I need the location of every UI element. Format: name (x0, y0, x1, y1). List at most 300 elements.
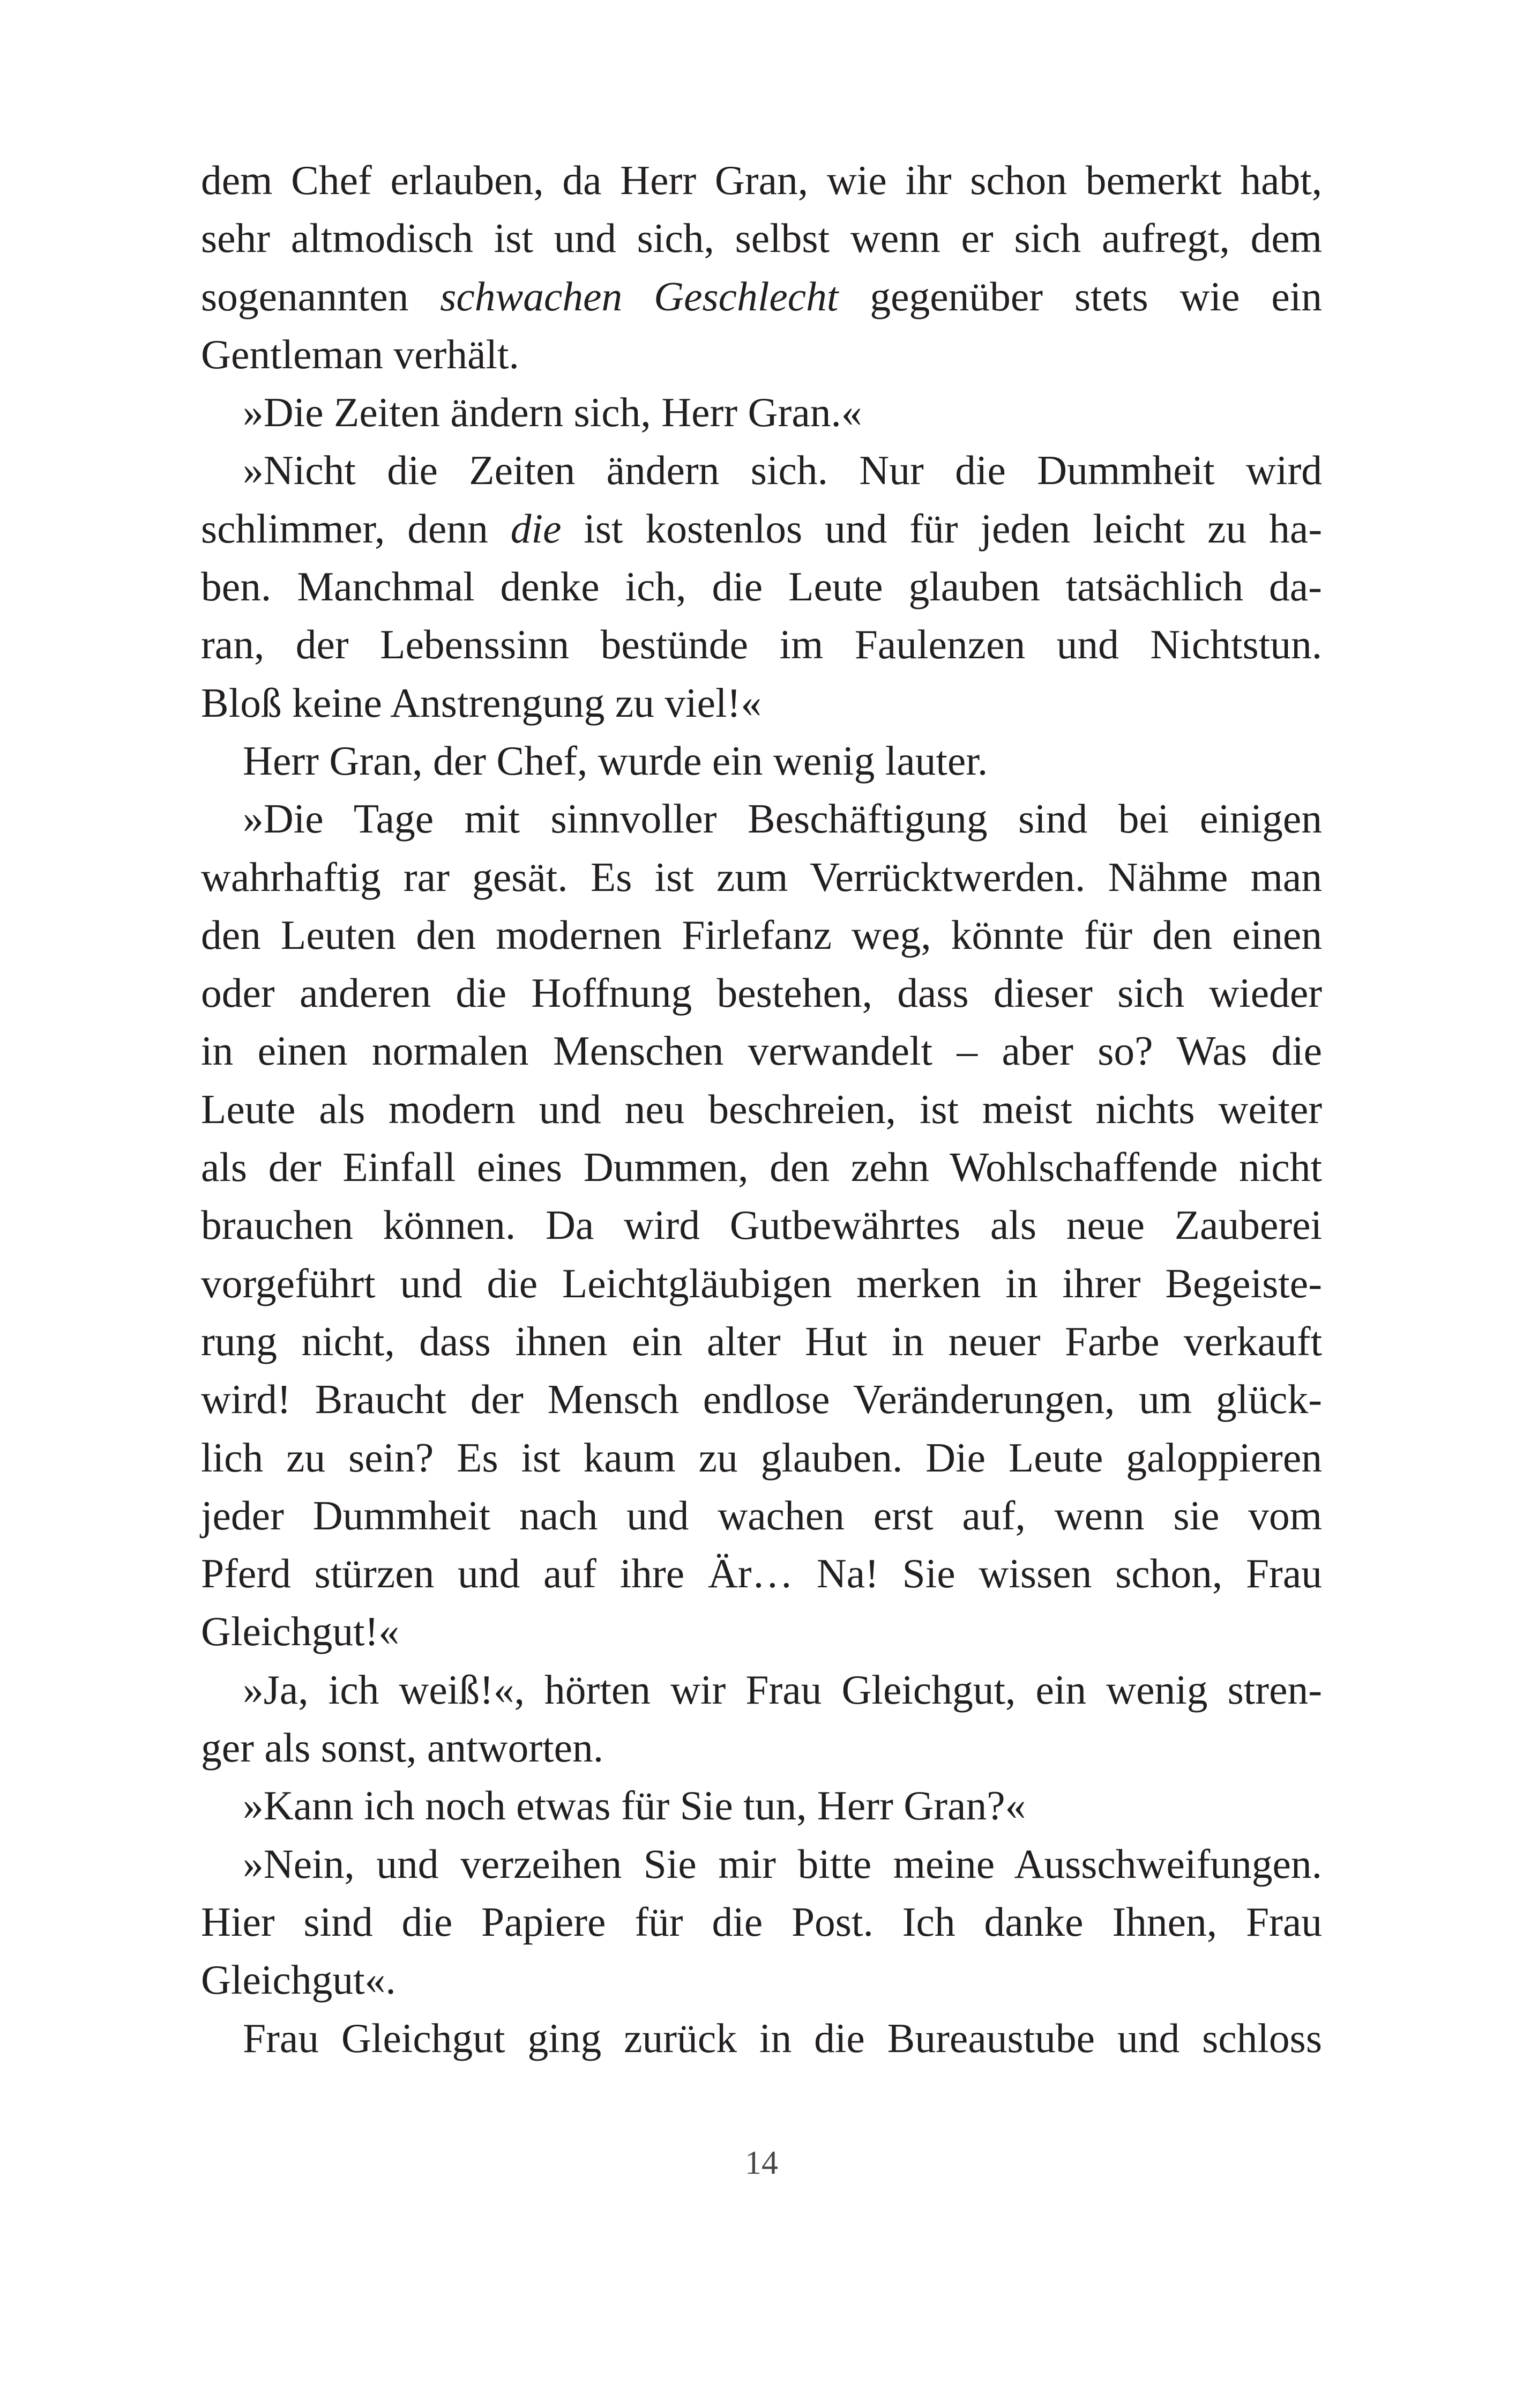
text-line (201, 267, 1322, 325)
word: Ich (902, 1898, 955, 1945)
word: danke (984, 1898, 1084, 1945)
word: ein (1271, 273, 1323, 319)
word: glauben (908, 563, 1040, 610)
word: neue (1066, 1202, 1145, 1248)
word: wissen (979, 1550, 1092, 1597)
word: lich (201, 1434, 264, 1481)
word: Gentleman (201, 331, 384, 377)
word: stürzen (314, 1550, 435, 1597)
word: neu (624, 1086, 685, 1132)
word: Es (457, 1434, 498, 1481)
text-line (201, 1370, 1322, 1428)
word: sehr (201, 215, 271, 262)
word: »Nicht (243, 447, 356, 494)
word: dem (1250, 215, 1323, 262)
word: und (458, 1550, 520, 1597)
word: nichts (1095, 1086, 1195, 1132)
text-line (201, 1893, 1322, 1951)
word: wird (1246, 447, 1323, 494)
word: zehn (850, 1144, 929, 1191)
text-line (201, 1022, 1322, 1080)
word: Tage (353, 796, 434, 842)
word: Är… (707, 1550, 794, 1597)
emphasized-word: schwachen (440, 273, 623, 319)
word: glauben. (760, 1434, 903, 1481)
word: beschreien, (708, 1086, 897, 1132)
word: Bloß (201, 679, 282, 726)
word: erlauben, (390, 157, 544, 203)
word: meine (893, 1840, 995, 1887)
word: ein (631, 1318, 683, 1364)
word: der (295, 621, 349, 668)
word: Leuten (281, 911, 397, 958)
word: normalen (371, 1028, 529, 1074)
word: nach (519, 1492, 598, 1539)
word: dieser (993, 970, 1093, 1016)
word: ha- (1269, 505, 1323, 552)
word: einen (1232, 911, 1323, 958)
word: ihrer (1062, 1260, 1141, 1306)
word: wenig (1106, 1666, 1208, 1713)
text-line (201, 1312, 1322, 1370)
word: sich, (637, 215, 714, 262)
word: Herr (661, 389, 738, 436)
word: ist (584, 505, 623, 552)
word: galoppieren (1126, 1434, 1323, 1481)
word: sich. (750, 447, 828, 494)
word: mir (718, 1840, 776, 1887)
word: weg, (852, 911, 931, 958)
word: selbst (735, 215, 830, 262)
word: zu (1207, 505, 1247, 552)
word: modernen (496, 911, 662, 958)
word: und (825, 505, 887, 552)
word: bestehen, (716, 970, 872, 1016)
word: habt, (1240, 157, 1323, 203)
word: Zauberei (1174, 1202, 1323, 1248)
word: auf, (962, 1492, 1026, 1539)
word: verwandelt (748, 1028, 933, 1074)
text-line (201, 1719, 1322, 1777)
word: glück- (1216, 1376, 1323, 1423)
word: Gran?« (904, 1782, 1026, 1829)
word: Manchmal (297, 563, 475, 610)
word: Frau (745, 1666, 822, 1713)
word: Da (545, 1202, 594, 1248)
word: keine (292, 679, 382, 726)
word: Lebenssinn (380, 621, 570, 668)
word: als (201, 1144, 248, 1191)
word: nicht, (301, 1318, 395, 1364)
text-line (201, 558, 1322, 615)
word: denn (407, 505, 488, 552)
word: für (621, 1782, 670, 1829)
word: Ihnen, (1112, 1898, 1218, 1945)
word: ben. (201, 563, 272, 610)
text-line (201, 1080, 1322, 1138)
text-line (201, 1138, 1322, 1196)
word: Post. (791, 1898, 874, 1945)
word: könnte (951, 911, 1064, 958)
word: Gran.« (748, 389, 862, 436)
word: kostenlos (645, 505, 803, 552)
word: wurde (598, 737, 702, 784)
word: ihr (905, 157, 952, 203)
word: zu (286, 1434, 326, 1481)
text-line (201, 732, 1322, 790)
text-line (201, 441, 1322, 499)
word: sie (1173, 1492, 1220, 1539)
word: auf (543, 1550, 596, 1597)
page-number: 14 (745, 2145, 778, 2181)
word: ich (328, 1666, 379, 1713)
word: ist (919, 1086, 959, 1132)
word: wie (826, 157, 887, 203)
text-line (201, 500, 1322, 558)
word: als (990, 1202, 1037, 1248)
word: Gutbewährtes (729, 1202, 961, 1248)
word: sich (1014, 215, 1081, 262)
word: Einfall (342, 1144, 456, 1191)
word: für (634, 1898, 683, 1945)
word: Dummheit (1037, 447, 1215, 494)
word: stets (1074, 273, 1148, 319)
word: Die (925, 1434, 986, 1481)
word: antworten. (427, 1725, 604, 1771)
word: und (1056, 621, 1119, 668)
word: als (264, 1725, 311, 1771)
word: hörten (544, 1666, 651, 1713)
text-line (201, 383, 1322, 441)
word: einen (257, 1028, 348, 1074)
word: ist (494, 215, 533, 262)
word: oder (201, 970, 275, 1016)
word: jeder (201, 1492, 284, 1539)
text-line (201, 1196, 1322, 1254)
word: Verrücktwerden. (810, 853, 1086, 900)
word: ihnen (515, 1318, 608, 1364)
word: die (401, 1898, 453, 1945)
word: ein (712, 737, 763, 784)
text-line (201, 325, 1322, 383)
word: schon, (1115, 1550, 1223, 1597)
word: die (955, 447, 1006, 494)
word: Beschäftigung (747, 796, 988, 842)
word: Frau (243, 2015, 319, 2061)
word: rar (403, 853, 450, 900)
word: ich, (625, 563, 686, 610)
word: die (456, 970, 507, 1016)
word: nicht (1239, 1144, 1323, 1191)
emphasized-word: Geschlecht (654, 273, 839, 319)
word: weiter (1218, 1086, 1323, 1132)
word: Pferd (201, 1550, 291, 1597)
word: Braucht (315, 1376, 447, 1423)
word: die (1271, 1028, 1323, 1074)
word: verzeihen (460, 1840, 622, 1887)
text-line (201, 2009, 1322, 2067)
word: ist (521, 1434, 561, 1481)
word: Na! (816, 1550, 879, 1597)
word: wahrhaftig (201, 853, 381, 900)
word: Veränderungen, (853, 1376, 1115, 1423)
word: zum (716, 853, 788, 900)
word: ging (527, 2015, 602, 2061)
word: Gleichgut«. (201, 1957, 396, 2003)
word: etwas (516, 1782, 611, 1829)
word: die (712, 1898, 763, 1945)
word: altmodisch (290, 215, 473, 262)
word: anderen (299, 970, 431, 1016)
word: als (319, 1086, 365, 1132)
word: so? (1098, 1028, 1153, 1074)
word: Sie (902, 1550, 955, 1597)
word: verhält. (393, 331, 519, 377)
word: Dummheit (312, 1492, 491, 1539)
word: ein (1035, 1666, 1087, 1713)
word: Hier (201, 1898, 275, 1945)
word: die (487, 1260, 538, 1306)
word: leicht (1093, 505, 1185, 552)
word: sonst, (320, 1725, 417, 1771)
word: Es (590, 853, 632, 900)
word: bestünde (600, 621, 749, 668)
word: und (1117, 2015, 1180, 2061)
word: Frau (1245, 1898, 1323, 1945)
word: den (770, 1144, 830, 1191)
word: »Die (243, 796, 324, 842)
word: in (201, 1028, 234, 1074)
word: den (201, 911, 261, 958)
word: Firlefanz (682, 911, 832, 958)
word: Leute (201, 1086, 296, 1132)
word: wir (670, 1666, 726, 1713)
text-line (201, 615, 1322, 673)
word: zu (615, 679, 654, 726)
text-line (201, 1661, 1322, 1719)
word: sich, (573, 389, 651, 436)
text-line (201, 1487, 1322, 1544)
word: Farbe (1065, 1318, 1160, 1364)
word: Wohlschaffende (950, 1144, 1218, 1191)
word: die (387, 447, 438, 494)
word: wieder (1209, 970, 1323, 1016)
word: Begeiste- (1165, 1260, 1323, 1306)
word: der (433, 737, 487, 784)
word: wachen (718, 1492, 845, 1539)
word: bemerkt (1085, 157, 1222, 203)
word: neuer (948, 1318, 1041, 1364)
word: Anstrengung (390, 679, 605, 726)
word: Was (1176, 1028, 1248, 1074)
word: Herr (243, 737, 319, 784)
text-line (201, 1254, 1322, 1312)
word: sind (303, 1898, 373, 1945)
word: die (712, 563, 763, 610)
word: Zeiten (469, 447, 576, 494)
word: lauter. (885, 737, 988, 784)
word: wie (1179, 273, 1240, 319)
word: und (376, 1840, 439, 1887)
word: Sie (680, 1782, 733, 1829)
word: mit (464, 796, 520, 842)
word: Zeiten (334, 389, 440, 436)
word: im (779, 621, 824, 668)
word: noch (425, 1782, 506, 1829)
word: schon (970, 157, 1067, 203)
word: Gleichgut, (841, 1666, 1016, 1713)
word: wenn (850, 215, 940, 262)
text-line (201, 848, 1322, 906)
word: Dummen, (583, 1144, 749, 1191)
word: vorgeführt (201, 1260, 376, 1306)
word: da- (1269, 563, 1322, 610)
word: Papiere (481, 1898, 606, 1945)
text-line (201, 964, 1322, 1022)
word: weiß!«, (399, 1666, 525, 1713)
word: für (909, 505, 958, 552)
word: Leute (788, 563, 883, 610)
word: den (416, 911, 476, 958)
word: eines (476, 1144, 563, 1191)
word: der (470, 1376, 524, 1423)
word: meist (982, 1086, 1072, 1132)
word: brauchen (201, 1202, 354, 1248)
word: Menschen (553, 1028, 724, 1074)
word: Gran, (329, 737, 423, 784)
word: »Kann (243, 1782, 354, 1829)
word: dass (897, 970, 969, 1016)
word: Ausschweifungen. (1014, 1840, 1323, 1887)
word: bei (1118, 796, 1169, 842)
text-line (201, 151, 1322, 209)
word: wenig (773, 737, 875, 784)
word: denke (500, 563, 600, 610)
word: aber (1002, 1028, 1073, 1074)
word: Herr (620, 157, 697, 203)
text-line (201, 674, 1322, 732)
word: in (759, 2015, 792, 2061)
word: modern (389, 1086, 516, 1132)
word: merken (856, 1260, 981, 1306)
word: da (562, 157, 602, 203)
word: Nur (859, 447, 924, 494)
word: »Die (243, 389, 324, 436)
emphasized-word: die (510, 505, 562, 552)
word: wird! (201, 1376, 291, 1423)
word: sogenannten (201, 273, 409, 319)
word: Mensch (547, 1376, 679, 1423)
word: ihre (619, 1550, 685, 1597)
word: jeden (980, 505, 1071, 552)
word: Leichtgläubigen (562, 1260, 832, 1306)
word: Gran, (714, 157, 809, 203)
word: Sie (643, 1840, 697, 1887)
word: Nichtstun. (1150, 621, 1323, 668)
word: der (268, 1144, 322, 1191)
text-line (201, 1835, 1322, 1893)
word: tatsächlich (1065, 563, 1244, 610)
word: ändern (450, 389, 564, 436)
text-line (201, 1777, 1322, 1834)
body-text (201, 151, 1322, 2067)
word: man (1250, 853, 1323, 900)
text-line (201, 1602, 1322, 1660)
word: können. (383, 1202, 516, 1248)
word: dass (419, 1318, 491, 1364)
text-line (201, 1544, 1322, 1602)
word: sind (1018, 796, 1088, 842)
word: Hut (805, 1318, 868, 1364)
word: Nähme (1108, 853, 1228, 900)
word: gesät. (472, 853, 568, 900)
word: ran, (201, 621, 265, 668)
word: ist (654, 853, 694, 900)
word: aufregt, (1102, 215, 1230, 262)
word: sein? (348, 1434, 434, 1481)
word: schloss (1202, 2015, 1323, 2061)
text-line (201, 1429, 1322, 1487)
word: gegenüber (870, 273, 1043, 319)
word: kaum (583, 1434, 676, 1481)
text-line (201, 790, 1322, 848)
word: bitte (797, 1840, 872, 1887)
word: einigen (1199, 796, 1323, 842)
word: ich (364, 1782, 415, 1829)
word: Bureaustube (887, 2015, 1095, 2061)
text-line (201, 1951, 1322, 2009)
word: viel!« (665, 679, 762, 726)
word: ändern (606, 447, 720, 494)
word: Chef, (496, 737, 588, 784)
word: rung (201, 1318, 278, 1364)
word: endlose (703, 1376, 830, 1423)
text-line (201, 906, 1322, 964)
word: Gleichgut!« (201, 1608, 400, 1655)
word: die (814, 2015, 865, 2061)
word: vom (1248, 1492, 1323, 1539)
word: alter (706, 1318, 781, 1364)
word: sinnvoller (550, 796, 717, 842)
word: schlimmer, (201, 505, 385, 552)
word: »Nein, (243, 1840, 355, 1887)
word: in (1005, 1260, 1038, 1306)
word: und (539, 1086, 601, 1132)
word: zu (698, 1434, 738, 1481)
word: Gleichgut (341, 2015, 505, 2061)
word: für (1084, 911, 1133, 958)
text-line (201, 209, 1322, 267)
word: sich (1117, 970, 1185, 1016)
word: er (961, 215, 994, 262)
word: verkauft (1183, 1318, 1323, 1364)
word: zurück (624, 2015, 737, 2061)
word: in (891, 1318, 924, 1364)
word: Frau (1245, 1550, 1322, 1597)
word: Faulenzen (854, 621, 1026, 668)
word: und (400, 1260, 462, 1306)
word: und (626, 1492, 689, 1539)
word: ger (201, 1725, 254, 1771)
word: stren- (1227, 1666, 1323, 1713)
word: »Ja, (243, 1666, 309, 1713)
word: Herr (817, 1782, 893, 1829)
word: erst (873, 1492, 934, 1539)
word: Chef (291, 157, 372, 203)
word: dem (201, 157, 273, 203)
word: und (554, 215, 616, 262)
word: wenn (1054, 1492, 1145, 1539)
